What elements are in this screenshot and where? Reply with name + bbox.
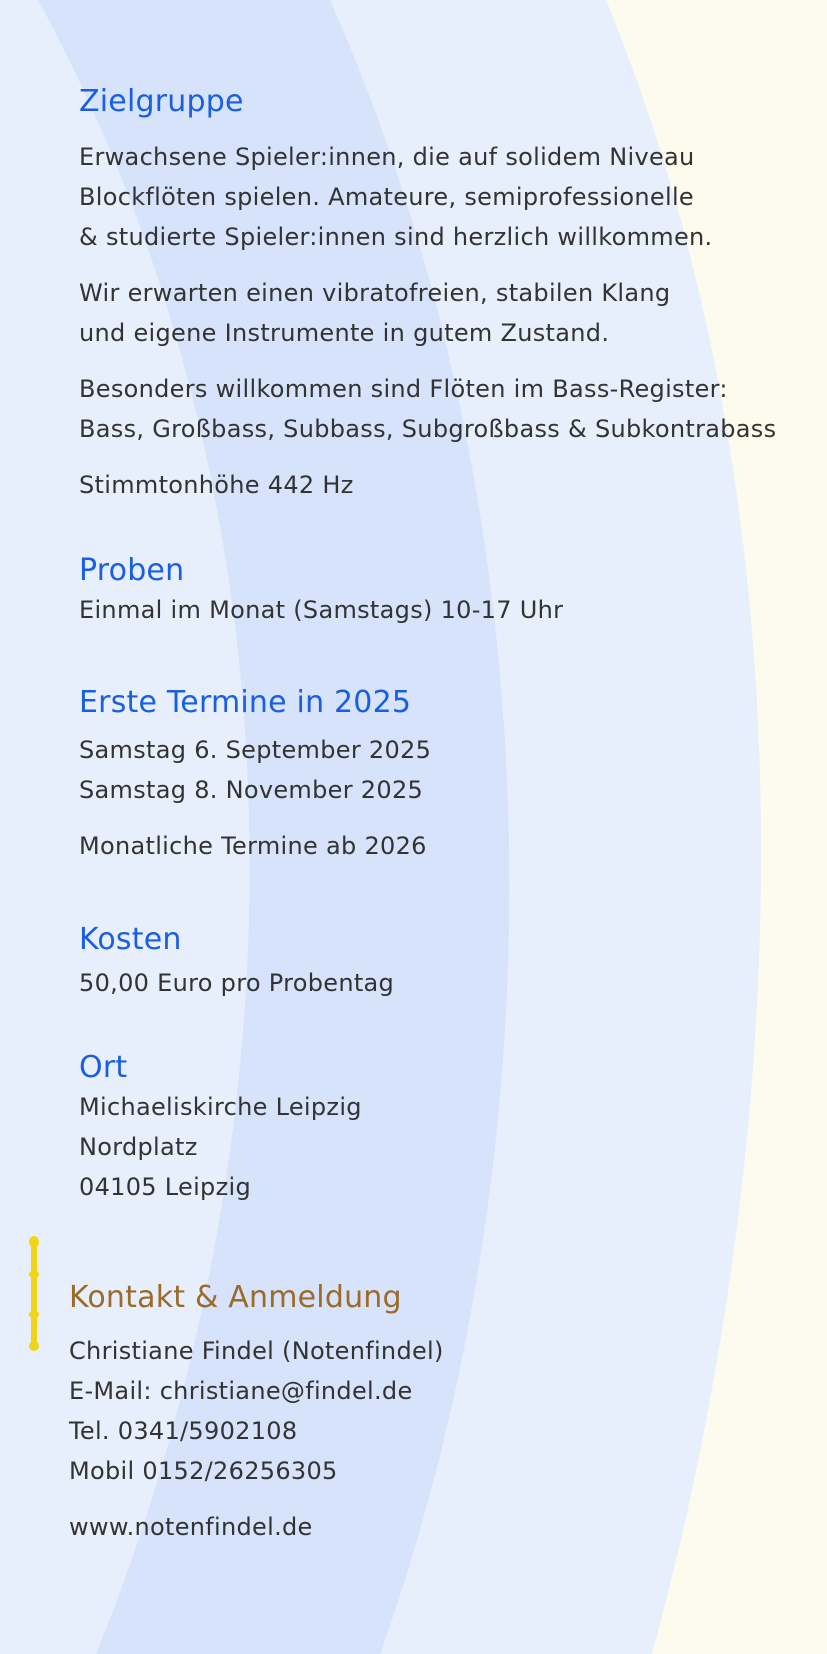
heading-proben: Proben: [79, 553, 185, 588]
kontakt-email[interactable]: E-Mail: christiane@findel.de: [69, 1377, 413, 1405]
zielgruppe-line: Wir erwarten einen vibratofreien, stabilen Klang: [79, 279, 671, 307]
website-link[interactable]: www.notenfindel.de: [69, 1513, 313, 1541]
heading-termine: Erste Termine in 2025: [79, 685, 412, 720]
section-termine: [79, 684, 819, 866]
kosten-text: 50,00 Euro pro Probentag: [79, 969, 395, 997]
zielgruppe-line: Erwachsene Spieler:innen, die auf solidem Niveau: [79, 143, 695, 171]
section-proben: [79, 552, 819, 630]
heading-zielgruppe: Zielgruppe: [79, 84, 244, 119]
zielgruppe-line: & studierte Spieler:innen sind herzlich willkommen.: [79, 223, 713, 251]
kontakt-mobile: Mobil 0152/26256305: [69, 1457, 338, 1485]
zielgruppe-line: Besonders willkommen sind Flöten im Bass-Register:: [79, 375, 728, 403]
heading-kosten: Kosten: [79, 922, 182, 957]
kontakt-phone: Tel. 0341/5902108: [69, 1417, 298, 1445]
zielgruppe-line: Blockflöten spielen. Amateure, semiprofessionelle: [79, 183, 694, 211]
proben-text: Einmal im Monat (Samstags) 10-17 Uhr: [79, 596, 564, 624]
section-zielgruppe: [79, 83, 819, 505]
termin-date: Samstag 6. September 2025: [79, 736, 432, 764]
heading-kontakt: Kontakt & Anmeldung: [69, 1280, 402, 1315]
zielgruppe-line: und eigene Instrumente in gutem Zustand.: [79, 319, 610, 347]
pitch-info: Stimmtonhöhe 442 Hz: [79, 471, 354, 499]
ort-line: Nordplatz: [79, 1133, 198, 1161]
termin-note: Monatliche Termine ab 2026: [79, 832, 427, 860]
ort-line: 04105 Leipzig: [79, 1173, 251, 1201]
section-ort: [79, 1049, 819, 1207]
zielgruppe-line: Bass, Großbass, Subbass, Subgroßbass & Subkontrabass: [79, 415, 777, 443]
termin-date: Samstag 8. November 2025: [79, 776, 424, 804]
ort-line: Michaeliskirche Leipzig: [79, 1093, 362, 1121]
section-kosten: [79, 921, 819, 1003]
kontakt-name: Christiane Findel (Notenfindel): [69, 1337, 444, 1365]
heading-ort: Ort: [79, 1050, 128, 1085]
section-kontakt: [69, 1279, 809, 1547]
